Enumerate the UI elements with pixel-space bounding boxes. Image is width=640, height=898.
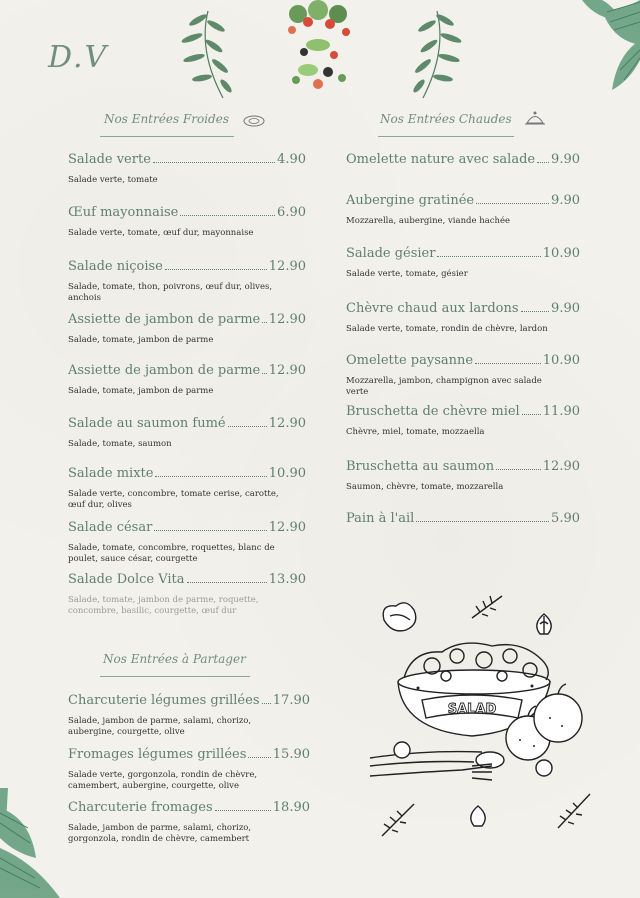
menu-item-price: 11.90 [542, 404, 580, 419]
menu-item-price: 9.90 [551, 193, 580, 208]
cold-menu-item [68, 312, 306, 346]
hot-menu-item [346, 152, 580, 167]
menu-item-row [68, 693, 310, 708]
menu-item-description: Mozzarella, aubergine, viande hachée [346, 216, 511, 226]
hot-section-title: Nos Entrées Chaudes [380, 112, 512, 126]
dot-leader [476, 203, 549, 204]
dot-leader [215, 810, 271, 811]
menu-item-row [68, 520, 306, 535]
menu-item-description: Salade, tomate, jambon de parme, roquette, concombre, basilic, courgette, œuf dur [68, 595, 259, 616]
dot-leader [437, 256, 540, 257]
menu-item-price: 10.90 [542, 246, 580, 261]
menu-item-price: 13.90 [268, 572, 306, 587]
hot-menu-item [346, 459, 580, 493]
menu-item-name: Assiette de jambon de parme [68, 312, 261, 327]
dot-leader [475, 363, 541, 364]
menu-item-name: Salade verte [68, 152, 151, 167]
dot-leader [165, 269, 267, 270]
olive-branch-left-icon [168, 6, 238, 101]
menu-item-description: Mozzarella, jambon, champignon avec salade verte [346, 376, 542, 397]
menu-item-row [346, 511, 580, 526]
menu-item-row [346, 353, 580, 368]
menu-item-name: Bruschetta au saumon [346, 459, 495, 474]
menu-item-description: Saumon, chèvre, tomate, mozzarella [346, 482, 504, 492]
menu-item-name: Salade au saumon fumé [68, 416, 226, 431]
menu-item-name: Salade Dolce Vita [68, 572, 185, 587]
menu-item-price: 5.90 [551, 511, 580, 526]
menu-item-name: Salade gésier [346, 246, 436, 261]
menu-item-row [346, 193, 580, 208]
dot-leader [416, 521, 549, 522]
menu-item-row [68, 466, 306, 481]
share-menu-item [68, 800, 310, 845]
menu-item-description: Salade verte, tomate [68, 175, 158, 185]
menu-item-description: Salade, jambon de parme, salami, chorizo, aubergine, courgette, olive [68, 716, 252, 737]
menu-item-description: Salade verte, gorgonzola, rondin de chèvre, camembert, aubergine, courgette, olive [68, 770, 258, 791]
menu-item-description: Salade verte, tomate, rondin de chèvre, lardon [346, 324, 548, 334]
menu-item-row [68, 259, 306, 274]
menu-item-row [346, 301, 580, 316]
menu-item-price: 12.90 [268, 416, 306, 431]
cold-section-rule [100, 136, 234, 137]
menu-item-price: 4.90 [277, 152, 306, 167]
cold-menu-item [68, 363, 306, 397]
cold-menu-item [68, 205, 306, 239]
menu-item-name: Omelette paysanne [346, 353, 474, 368]
dot-leader [153, 162, 275, 163]
share-menu-item [68, 747, 310, 792]
menu-item-price: 6.90 [277, 205, 306, 220]
dot-leader [522, 414, 541, 415]
dot-leader [537, 162, 549, 163]
menu-item-price: 9.90 [551, 301, 580, 316]
dot-leader [228, 426, 267, 427]
cold-menu-item [68, 416, 306, 450]
dot-leader [262, 703, 271, 704]
menu-item-row [346, 404, 580, 419]
menu-item-name: Salade mixte [68, 466, 154, 481]
menu-item-row [68, 312, 306, 327]
plate-icon [242, 112, 266, 128]
menu-item-name: Aubergine gratinée [346, 193, 475, 208]
salad-bowl-top-icon [278, 0, 360, 95]
menu-item-name: Assiette de jambon de parme [68, 363, 261, 378]
menu-item-description: Salade, tomate, thon, poivrons, œuf dur, olives, anchois [68, 282, 273, 303]
hot-section-rule [378, 136, 514, 137]
menu-item-price: 12.90 [268, 259, 306, 274]
menu-item-row [68, 416, 306, 431]
menu-item-description: Salade verte, tomate, œuf dur, mayonnaise [68, 228, 254, 238]
dot-leader [187, 582, 267, 583]
hot-menu-item [346, 404, 580, 438]
menu-item-row [68, 800, 310, 815]
menu-item-name: Charcuterie fromages [68, 800, 213, 815]
menu-item-price: 12.90 [268, 520, 306, 535]
cold-menu-item [68, 466, 306, 511]
menu-item-price: 18.90 [272, 800, 310, 815]
restaurant-logo: D.V [48, 40, 109, 75]
menu-item-description: Salade, tomate, saumon [68, 439, 172, 449]
menu-item-row [68, 152, 306, 167]
cold-menu-item [68, 520, 306, 565]
menu-item-name: Fromages légumes grillées [68, 747, 247, 762]
cold-menu-item [68, 259, 306, 304]
palm-leaf-bottom-left-icon [0, 788, 70, 898]
hot-menu-item [346, 193, 580, 227]
menu-item-name: Œuf mayonnaise [68, 205, 179, 220]
cold-section-title: Nos Entrées Froides [104, 112, 229, 126]
menu-item-description: Salade, tomate, jambon de parme [68, 335, 214, 345]
menu-item-name: Charcuterie légumes grillées [68, 693, 260, 708]
dot-leader [155, 476, 266, 477]
dot-leader [496, 469, 541, 470]
menu-item-description: Salade, tomate, concombre, roquettes, blanc de poulet, sauce césar, courgette [68, 543, 275, 564]
menu-item-name: Salade niçoise [68, 259, 163, 274]
menu-item-description: Salade, tomate, jambon de parme [68, 386, 214, 396]
cold-menu-item [68, 572, 306, 617]
menu-item-row [346, 246, 580, 261]
olive-branch-right-icon [405, 6, 475, 101]
palm-leaf-top-right-icon [572, 0, 640, 110]
menu-item-name: Omelette nature avec salade [346, 152, 536, 167]
menu-item-row [68, 363, 306, 378]
share-section-rule [100, 676, 250, 677]
hot-menu-item [346, 353, 580, 398]
dot-leader [262, 373, 267, 374]
share-section-title: Nos Entrées à Partager [103, 652, 246, 666]
menu-item-price: 10.90 [542, 353, 580, 368]
hot-menu-item [346, 246, 580, 280]
salad-bowl-label: SALAD [447, 702, 497, 717]
salad-illustration [362, 590, 602, 840]
dot-leader [262, 322, 267, 323]
dot-leader [248, 757, 270, 758]
menu-item-description: Salade verte, concombre, tomate cerise, carotte, œuf dur, olives [68, 489, 279, 510]
share-menu-item [68, 693, 310, 738]
menu-item-price: 12.90 [268, 363, 306, 378]
menu-item-row [346, 459, 580, 474]
hot-menu-item [346, 301, 580, 335]
menu-item-price: 10.90 [268, 466, 306, 481]
menu-item-description: Chèvre, miel, tomate, mozzaella [346, 427, 485, 437]
cold-menu-item [68, 152, 306, 186]
menu-item-row [68, 747, 310, 762]
menu-item-description: Salade, jambon de parme, salami, chorizo, gorgonzola, rondin de chèvre, camembert [68, 823, 252, 844]
menu-item-row [68, 205, 306, 220]
dot-leader [521, 311, 550, 312]
menu-item-name: Chèvre chaud aux lardons [346, 301, 519, 316]
menu-item-description: Salade verte, tomate, gésier [346, 269, 468, 279]
menu-item-price: 12.90 [542, 459, 580, 474]
menu-item-price: 17.90 [272, 693, 310, 708]
menu-item-price: 12.90 [268, 312, 306, 327]
cloche-icon [524, 108, 546, 128]
dot-leader [154, 530, 266, 531]
menu-item-row [346, 152, 580, 167]
menu-item-price: 15.90 [272, 747, 310, 762]
menu-item-row [68, 572, 306, 587]
dot-leader [180, 215, 275, 216]
menu-item-name: Bruschetta de chèvre miel [346, 404, 520, 419]
hot-menu-item [346, 511, 580, 526]
menu-item-name: Salade césar [68, 520, 153, 535]
menu-item-price: 9.90 [551, 152, 580, 167]
menu-item-name: Pain à l'ail [346, 511, 415, 526]
